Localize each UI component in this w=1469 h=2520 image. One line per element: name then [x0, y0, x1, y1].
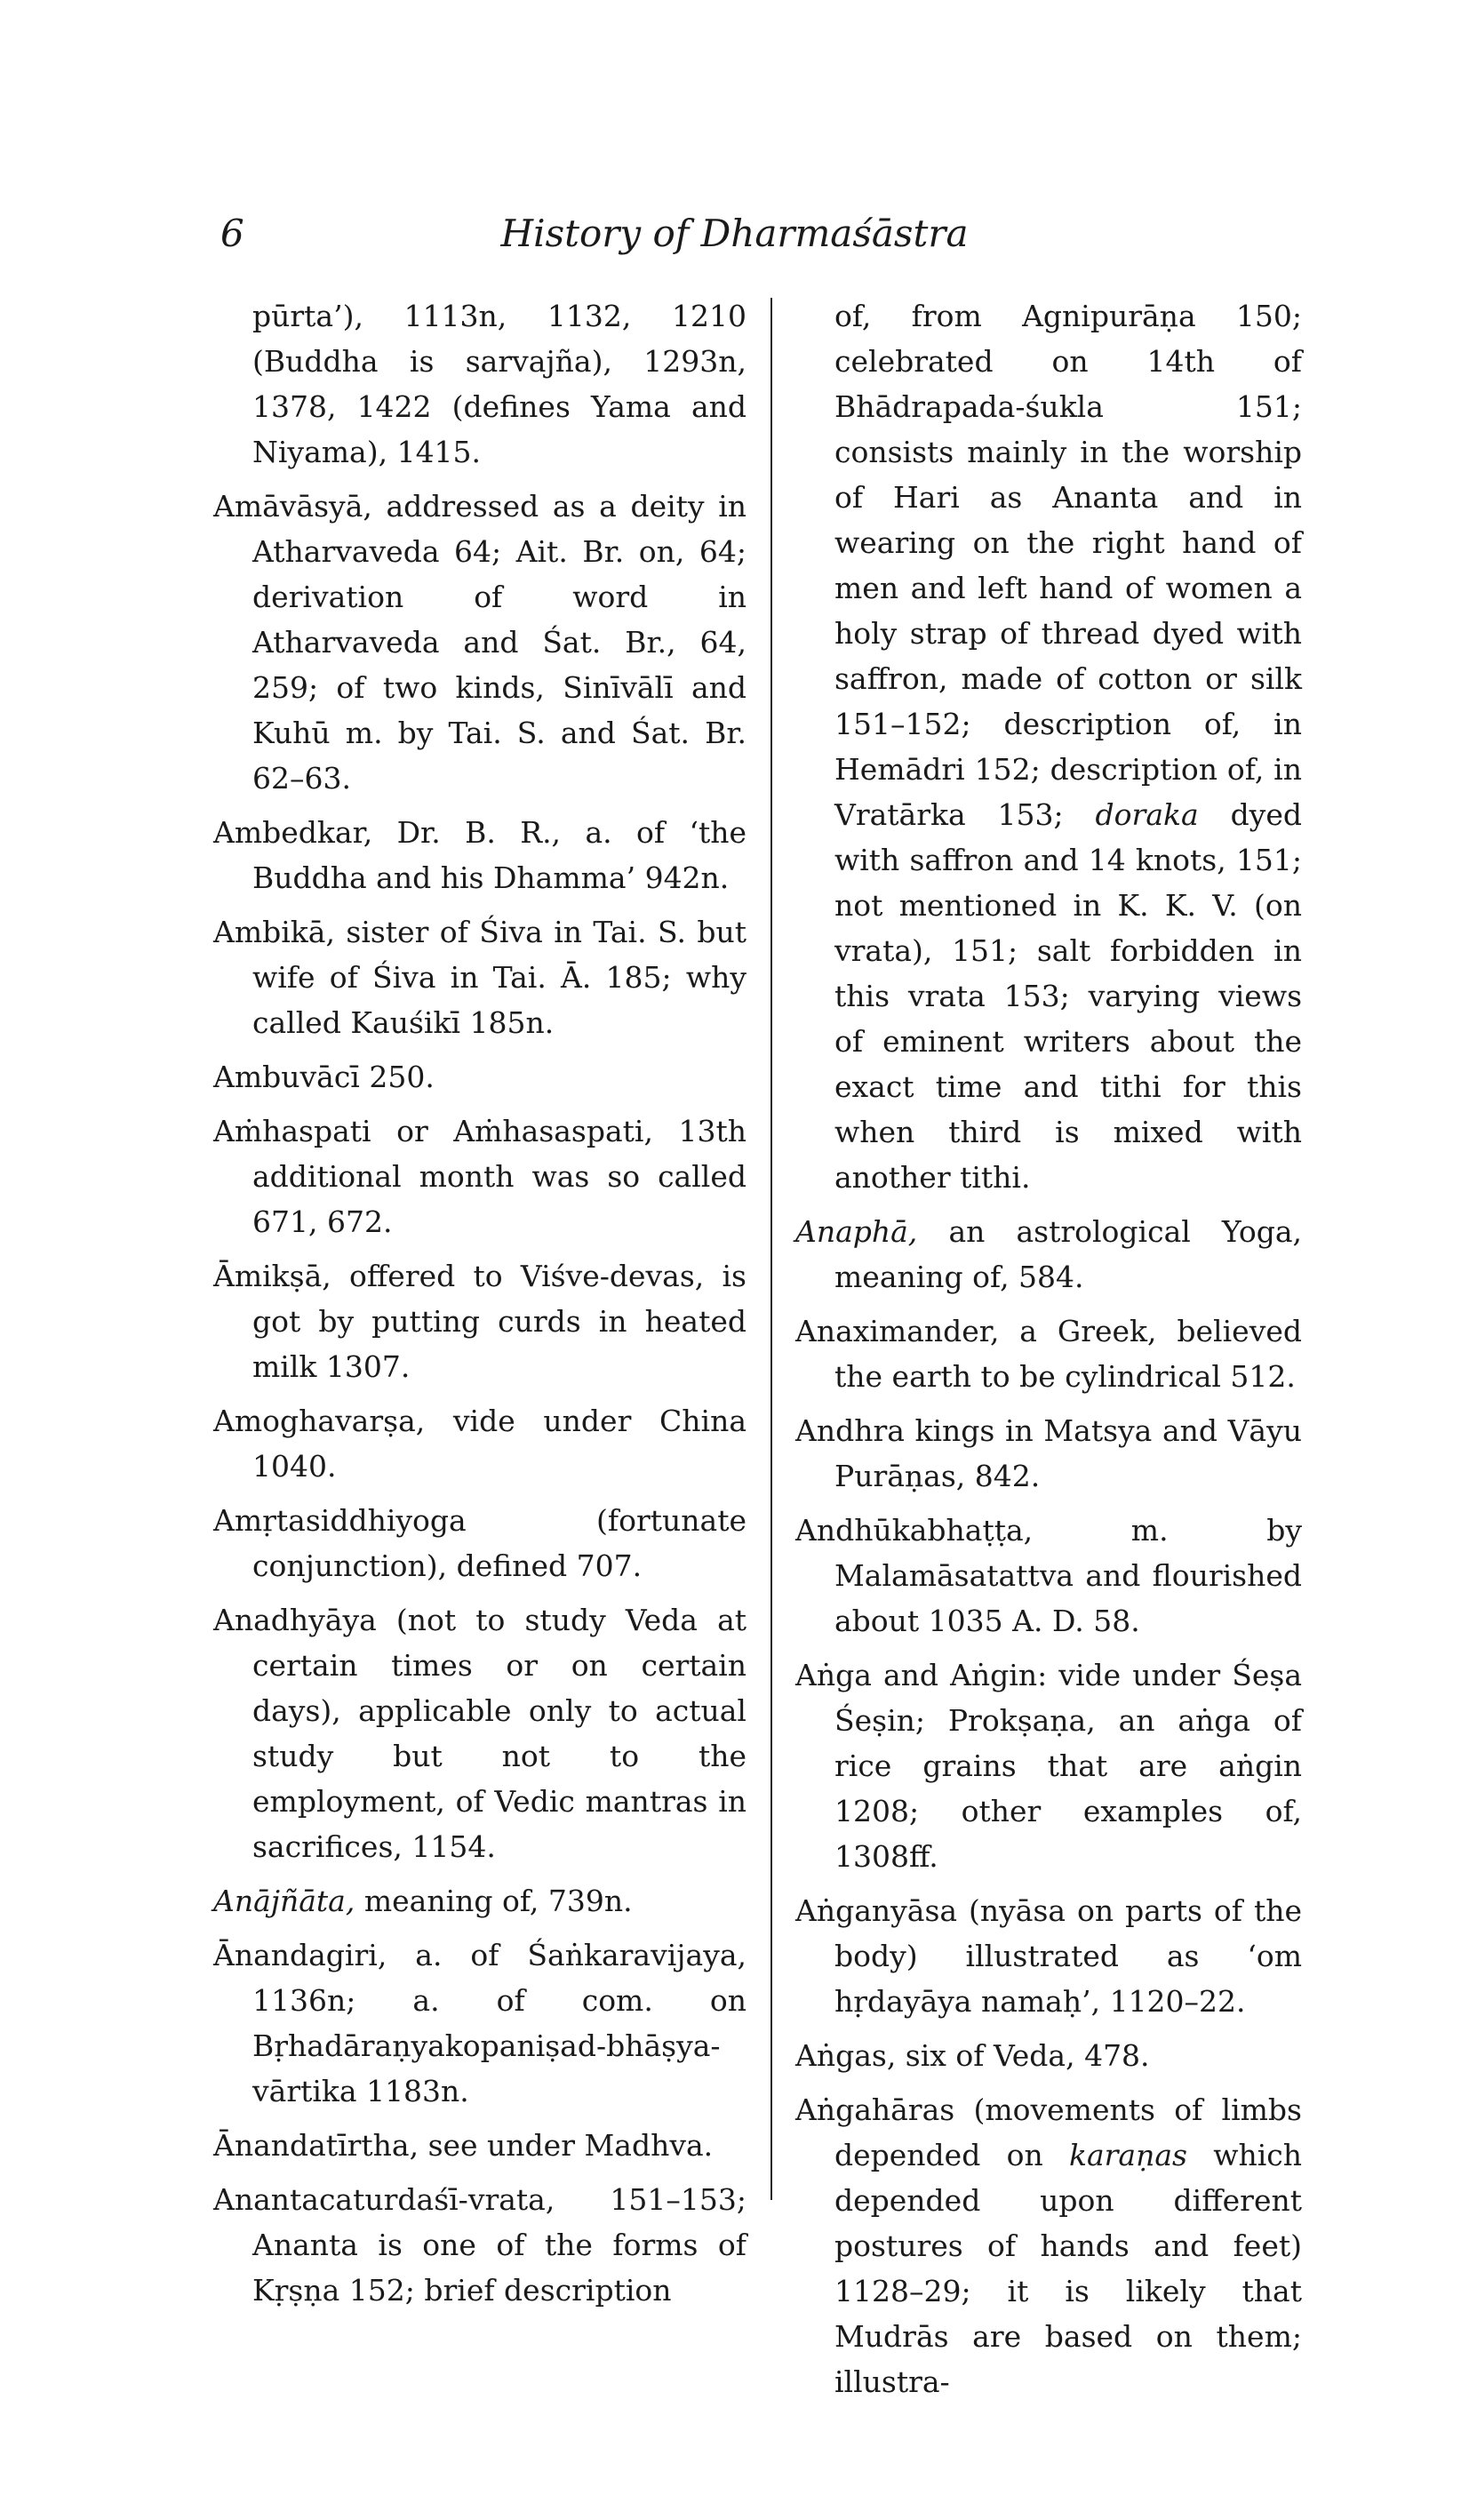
- index-entry-anga-angin: Aṅga and Aṅgin: vide under Śeṣa Śeṣin; Prokṣaṇa, an aṅga of rice grains that are aṅgin 1208; other examples of, 1308ff.: [795, 1658, 1302, 1874]
- index-entry-anandagiri: Ānandagiri, a. of Śaṅkaravijaya, 1136n; a. of com. on Bṛhadāraṇyakopaniṣad-bhāṣya-vārtika 1183n.: [213, 1938, 746, 2108]
- italic-term-karanas: karaṇas: [1068, 2138, 1187, 2172]
- right-column: [795, 293, 1302, 2413]
- index-entry-purta-cont: pūrta’), 1113n, 1132, 1210 (Buddha is sarvajña), 1293n, 1378, 1422 (defines Yama and Niyama), 1415.: [252, 299, 746, 469]
- index-entry-anaximander: Anaximander, a Greek, believed the earth to be cylindrical 512.: [795, 1314, 1302, 1394]
- page-number: 6: [220, 212, 244, 255]
- index-entry-angas: Aṅgas, six of Veda, 478.: [795, 2038, 1150, 2073]
- index-entry-andhukabhatta: Andhūkabhaṭṭa, m. by Malamāsatattva and flourished about 1035 A. D. 58.: [795, 1513, 1302, 1638]
- index-entry-andhra: Andhra kings in Matsya and Vāyu Purāṇas, 842.: [795, 1413, 1302, 1493]
- index-entry-ambuvaci: Ambuvācī 250.: [213, 1060, 435, 1094]
- index-entry-anapha-text: an astrological Yoga, meaning of, 584.: [834, 1214, 1302, 1294]
- index-entry-ambedkar: Ambedkar, Dr. B. R., a. of ‘the Buddha and his Dhamma’ 942n.: [213, 815, 746, 895]
- index-entry-amoghavarsa: Amoghavarṣa, vide under China 1040.: [213, 1404, 746, 1484]
- left-column: [213, 293, 746, 2322]
- index-entry-anandatirtha: Ānandatīrtha, see under Madhva.: [213, 2128, 714, 2163]
- index-entry-amiksa: Āmikṣā, offered to Viśve-devas, is got by putting curds in heated milk 1307.: [213, 1259, 746, 1384]
- index-entry-anadhyaya: Anadhyāya (not to study Veda at certain times or on certain days), applicable only to actual study but not to the employment, of Vedic mantras in sacrifices, 1154.: [213, 1603, 746, 1864]
- index-entry-anantacaturdasi-cont-b: dyed with saffron and 14 knots, 151; not mentioned in K. K. V. (on vrata), 151; salt forbidden in this vrata 153; varying views of eminent writers about the exact time and tithi for this when third is mixed with another tithi.: [834, 797, 1302, 1195]
- index-entry-ambika: Ambikā, sister of Śiva in Tai. S. but wife of Śiva in Tai. Ā. 185; why called Kauśikī 185n.: [213, 915, 746, 1040]
- index-entry-angaharas: [795, 2087, 1302, 2404]
- index-entry-anantacaturdasi-cont: [795, 293, 1302, 1200]
- italic-term-anapha: Anaphā,: [795, 1214, 918, 1249]
- index-entry-anajnata-text: meaning of, 739n.: [363, 1884, 633, 1918]
- italic-term-anajnata: Anājñāta,: [213, 1884, 355, 1918]
- index-entry-anajnata: [213, 1878, 746, 1924]
- index-entry-angaharas-b: which depended upon different postures of hands and feet) 1128–29; it is likely that Mudrās are based on them; illustra-: [834, 2138, 1302, 2399]
- index-entry-amavasya: Amāvāsyā, addressed as a deity in Atharvaveda 64; Ait. Br. on, 64; derivation of word in Atharvaveda and Śat. Br., 64, 259; of two kinds, Sinīvālī and Kuhū m. by Tai. S. and Śat. Br. 62–63.: [213, 489, 746, 796]
- index-entry-angaharas-a: Aṅgahāras (movements of limbs depended on: [795, 2092, 1302, 2172]
- index-entry-anapha: [795, 1209, 1302, 1300]
- index-entry-anantacaturdasi-cont-a: of, from Agnipurāṇa 150; celebrated on 14th of Bhādrapada-śukla 151; consists mainly in the worship of Hari as Ananta and in wearing on the right hand of men and left hand of women a holy strap of thread dyed with saffron, made of cotton or silk 151–152; description of, in Hemādri 152; description of, in Vratārka 153;: [834, 299, 1302, 832]
- index-entry-anantacaturdasi: Anantacaturdaśī-vrata, 151–153; Ananta is one of the forms of Kṛṣṇa 152; brief description: [213, 2182, 746, 2308]
- index-entry-amrtasiddhiyoga: Amṛtasiddhiyoga (fortunate conjunction), defined 707.: [213, 1503, 746, 1583]
- index-entry-anganyasa: Aṅganyāsa (nyāsa on parts of the body) illustrated as ‘om hṛdayāya namaḥ’, 1120–22.: [795, 1893, 1302, 2019]
- index-entry-amhaspati: Aṁhaspati or Aṁhasaspati, 13th additional month was so called 671, 672.: [213, 1114, 746, 1239]
- italic-term-doraka: doraka: [1095, 797, 1199, 832]
- column-rule: [770, 298, 772, 2200]
- running-title: History of Dharmaśāstra: [500, 212, 969, 255]
